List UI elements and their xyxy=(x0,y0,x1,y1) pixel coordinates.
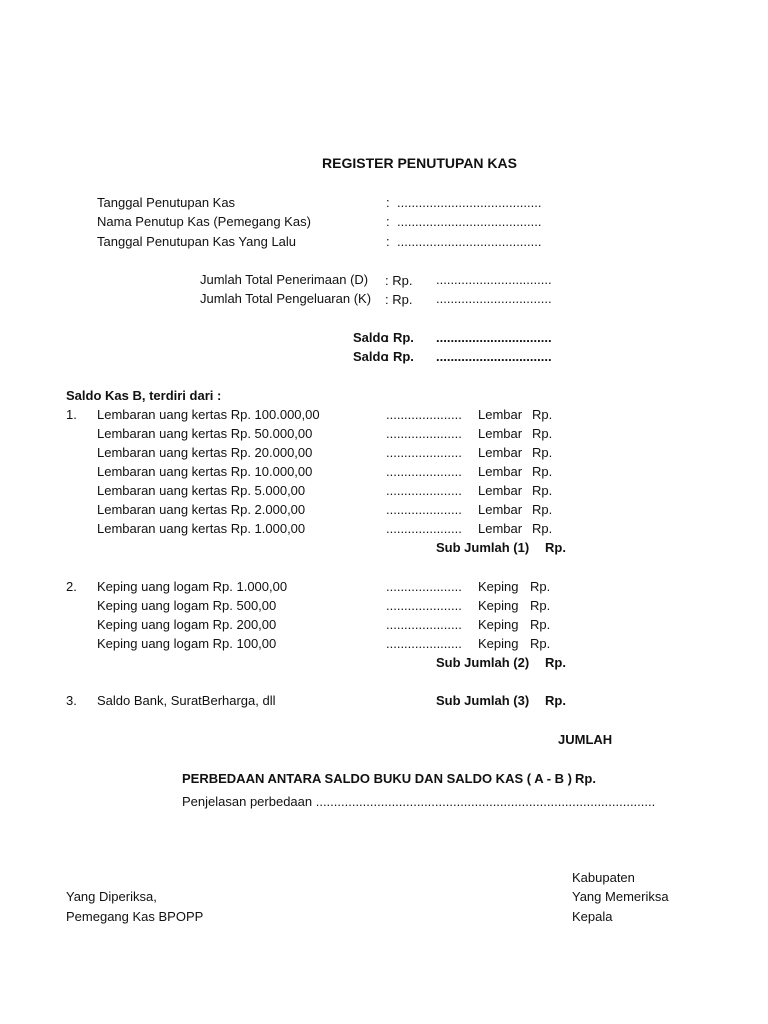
signature-right-line-1: Kabupaten xyxy=(572,870,635,885)
saldo-rp-a: : Rp. xyxy=(385,330,414,345)
list-item-unit: Lembar xyxy=(478,521,523,536)
list-item-rp: Rp. xyxy=(532,502,553,517)
list-item-unit: Lembar xyxy=(478,445,523,460)
list-item-dots: ..................... xyxy=(386,598,462,613)
list-item-dots: ..................... xyxy=(386,445,462,460)
subtotal-3-label: Sub Jumlah (3) xyxy=(436,693,530,708)
total-penerimaan-value: ................................ xyxy=(436,272,552,287)
list-item-label: Lembaran uang kertas Rp. 5.000,00 xyxy=(97,483,306,498)
saldo-value-a: ................................ xyxy=(436,330,552,345)
list-item-dots: ..................... xyxy=(386,521,462,536)
list-item-unit: Lembar xyxy=(478,407,523,422)
list-item-dots: ..................... xyxy=(386,502,462,517)
list-item-dots: ..................... xyxy=(386,636,462,651)
signature-left-line-1: Yang Diperiksa, xyxy=(66,889,157,904)
list-item-dots: ..................... xyxy=(386,483,462,498)
field-label-nama-penutup: Nama Penutup Kas (Pemegang Kas) xyxy=(97,214,311,229)
list-item-rp: Rp. xyxy=(530,579,551,594)
list-item-dots: ..................... xyxy=(386,426,462,441)
list-item-dots: ..................... xyxy=(386,617,462,632)
penjelasan-line: Penjelasan perbedaan .............................................................................................. xyxy=(182,794,656,809)
list-item-label: Lembaran uang kertas Rp. 20.000,00 xyxy=(97,445,313,460)
list-item-unit: Keping xyxy=(478,636,519,651)
field-label-tanggal-lalu: Tanggal Penutupan Kas Yang Lalu xyxy=(97,234,297,249)
total-pengeluaran-rp: : Rp. xyxy=(385,292,413,307)
list-item-rp: Rp. xyxy=(532,483,553,498)
total-penerimaan-rp: : Rp. xyxy=(385,273,413,288)
field-separator: : xyxy=(386,234,390,249)
perbedaan-rp: Rp. xyxy=(575,771,596,786)
perbedaan-label: PERBEDAAN ANTARA SALDO BUKU DAN SALDO KAS ( A - B ) xyxy=(182,771,572,786)
list-item-label: Lembaran uang kertas Rp. 100.000,00 xyxy=(97,407,320,422)
saldo-rp-b: : Rp. xyxy=(385,349,414,364)
list-item-label: Keping uang logam Rp. 200,00 xyxy=(97,617,277,632)
list-item-label: Keping uang logam Rp. 500,00 xyxy=(97,598,277,613)
saldo-kas-heading: Saldo Kas B, terdiri dari : xyxy=(66,388,222,403)
list-item-dots: ..................... xyxy=(386,407,462,422)
signature-left-line-2: Pemegang Kas BPOPP xyxy=(66,909,204,924)
section-bank-label: Saldo Bank, SuratBerharga, dll xyxy=(97,693,276,708)
field-separator: : xyxy=(386,195,390,210)
list-item-rp: Rp. xyxy=(532,464,553,479)
saldo-label-b: Saldo xyxy=(353,349,389,364)
list-item-rp: Rp. xyxy=(530,617,551,632)
list-item-rp: Rp. xyxy=(532,407,553,422)
signature-right-line-2: Yang Memeriksa xyxy=(572,889,669,904)
subtotal-2-label: Sub Jumlah (2) xyxy=(436,655,530,670)
saldo-label-a: Saldo xyxy=(353,330,389,345)
saldo-value-b: ................................ xyxy=(436,349,552,364)
list-item-unit: Keping xyxy=(478,579,519,594)
list-item-rp: Rp. xyxy=(532,426,553,441)
section-number: 2. xyxy=(66,579,77,594)
field-value-nama-penutup: ........................................ xyxy=(397,214,542,229)
subtotal-3-rp: Rp. xyxy=(545,693,566,708)
document-title: REGISTER PENUTUPAN KAS xyxy=(322,155,517,171)
jumlah-label: JUMLAH xyxy=(558,732,613,747)
section-number: 1. xyxy=(66,407,77,422)
list-item-label: Keping uang logam Rp. 1.000,00 xyxy=(97,579,288,594)
list-item-label: Lembaran uang kertas Rp. 50.000,00 xyxy=(97,426,313,441)
field-label-tanggal-penutupan: Tanggal Penutupan Kas xyxy=(97,195,236,210)
field-value-tanggal-penutupan: ........................................ xyxy=(397,195,542,210)
subtotal-2-rp: Rp. xyxy=(545,655,566,670)
subtotal-1-rp: Rp. xyxy=(545,540,566,555)
subtotal-1-label: Sub Jumlah (1) xyxy=(436,540,530,555)
list-item-unit: Keping xyxy=(478,617,519,632)
list-item-rp: Rp. xyxy=(532,445,553,460)
list-item-unit: Lembar xyxy=(478,426,523,441)
list-item-unit: Lembar xyxy=(478,483,523,498)
section-number: 3. xyxy=(66,693,77,708)
signature-right-line-3: Kepala xyxy=(572,909,613,924)
list-item-dots: ..................... xyxy=(386,579,462,594)
total-pengeluaran-label: Jumlah Total Pengeluaran (K) xyxy=(200,291,372,306)
list-item-rp: Rp. xyxy=(532,521,553,536)
list-item-unit: Lembar xyxy=(478,502,523,517)
field-value-tanggal-lalu: ........................................ xyxy=(397,234,542,249)
list-item-unit: Lembar xyxy=(478,464,523,479)
total-penerimaan-label: Jumlah Total Penerimaan (D) xyxy=(200,272,369,287)
list-item-rp: Rp. xyxy=(530,636,551,651)
list-item-label: Lembaran uang kertas Rp. 1.000,00 xyxy=(97,521,306,536)
list-item-label: Keping uang logam Rp. 100,00 xyxy=(97,636,277,651)
total-pengeluaran-value: ................................ xyxy=(436,291,552,306)
list-item-label: Lembaran uang kertas Rp. 2.000,00 xyxy=(97,502,306,517)
list-item-rp: Rp. xyxy=(530,598,551,613)
list-item-unit: Keping xyxy=(478,598,519,613)
field-separator: : xyxy=(386,214,390,229)
list-item-label: Lembaran uang kertas Rp. 10.000,00 xyxy=(97,464,313,479)
list-item-dots: ..................... xyxy=(386,464,462,479)
